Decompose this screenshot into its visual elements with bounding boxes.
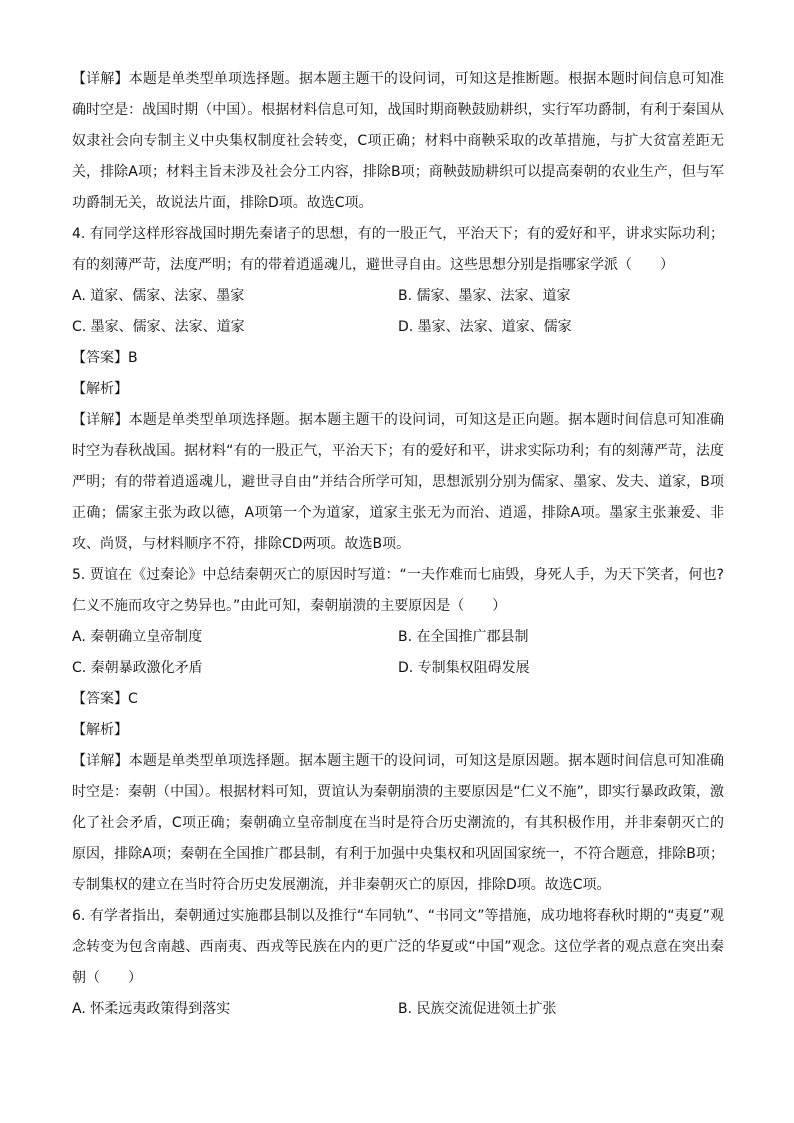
q5-explanation: 【详解】本题是单类型单项选择题。据本题主题干的设问词，可知这是原因题。据本题时间信息可知准确时空是：秦朝（中国）。根据材料可知，贾谊认为秦朝崩溃的主要原因是“仁义不施”，即实行暴政政策，激化了社会矛盾，C项正确；秦朝确立皇帝制度在当时是符合历史潮流的，有其积极作用，并非秦朝灭亡的原因，排除A项；秦朝在全国推广郡县制，有利于加强中央集权和巩固国家统一，不符合题意，排除B项；专制集权的建立在当时符合历史发展潮流，并非秦朝灭亡的原因，排除D项。故选C项。 <box>72 753 724 893</box>
q4-explanation: 【详解】本题是单类型单项选择题。据本题主题干的设问词，可知这是正向题。据本题时间信息可知准确时空为春秋战国。据材料“有的一股正气，平治天下；有的爱好和平，讲求实际功利；有的刻薄严苛，法度严明；有的带着逍遥魂儿，避世寻自由”并结合所学可知，思想派别分别为儒家、墨家、发夫、道家，B项正确；儒家主张为政以德，A项第一个为道家，道家主张无为而治、逍遥，排除A项。墨家主张兼爱、非攻、尚贤，与材料顺序不符，排除CD两项。故选B项。 <box>72 412 724 552</box>
q5-option-b[interactable]: B. 在全国推广郡县制 <box>398 629 529 645</box>
document-page <box>72 64 724 1025</box>
q5-options <box>72 622 724 684</box>
q6-options <box>72 994 724 1025</box>
q4-option-b[interactable]: B. 儒家、墨家、法家、道家 <box>398 288 571 304</box>
q5-option-a[interactable]: A. 秦朝确立皇帝制度 <box>72 629 203 645</box>
q6-option-b[interactable]: B. 民族交流促进领土扩张 <box>398 1001 557 1017</box>
q5-option-c[interactable]: C. 秦朝暴政激化矛盾 <box>72 660 203 676</box>
q5-stem: 5. 贾谊在《过秦论》中总结秦朝灭亡的原因时写道：“一夫作难而七庙毁，身死人手，为天下笑者，何也?仁义不施而攻守之势异也。”由此可知，秦朝崩溃的主要原因是（ ） <box>72 567 724 614</box>
q5-analysis-label: 【解析】 <box>72 722 128 738</box>
q4-stem: 4. 有同学这样形容战国时期先秦诸子的思想，有的一股正气，平治天下；有的爱好和平，讲求实际功利；有的刻薄严苛，法度严明；有的带着逍遥魂儿，避世寻自由。这些思想分别是指哪家学派（ ） <box>72 226 724 273</box>
q4-analysis-label: 【解析】 <box>72 381 128 397</box>
q5-answer: 【答案】C <box>72 691 138 707</box>
q6-option-a[interactable]: A. 怀柔远夷政策得到落实 <box>72 1001 231 1017</box>
q4-options <box>72 281 724 343</box>
q3-explanation: 【详解】本题是单类型单项选择题。据本题主题干的设问词，可知这是推断题。根据本题时间信息可知准确时空是：战国时期（中国）。根据材料信息可知，战国时期商鞅鼓励耕织，实行军功爵制，有利于秦国从奴隶社会向专制主义中央集权制度社会转变，C项正确；材料中商鞅采取的改革措施，与扩大贫富差距无关，排除A项；材料主旨未涉及社会分工内容，排除B项；商鞅鼓励耕织可以提高秦朝的农业生产，但与军功爵制无关，故说法片面，排除D项。故选C项。 <box>72 71 724 211</box>
q4-option-c[interactable]: C. 墨家、儒家、法家、道家 <box>72 319 245 335</box>
q4-option-a[interactable]: A. 道家、儒家、法家、墨家 <box>72 288 245 304</box>
q4-option-d[interactable]: D. 墨家、法家、道家、儒家 <box>398 319 572 335</box>
q5-option-d[interactable]: D. 专制集权阻碍发展 <box>398 660 530 676</box>
q4-answer: 【答案】B <box>72 350 138 366</box>
q6-stem: 6. 有学者指出，秦朝通过实施郡县制以及推行“车同轨”、“书同文”等措施，成功地将春秋时期的“夷夏”观念转变为包含南越、西南夷、西戎等民族在内的更广泛的华夏或“中国”观念。这位学者的观点意在突出秦朝（ ） <box>72 908 724 986</box>
